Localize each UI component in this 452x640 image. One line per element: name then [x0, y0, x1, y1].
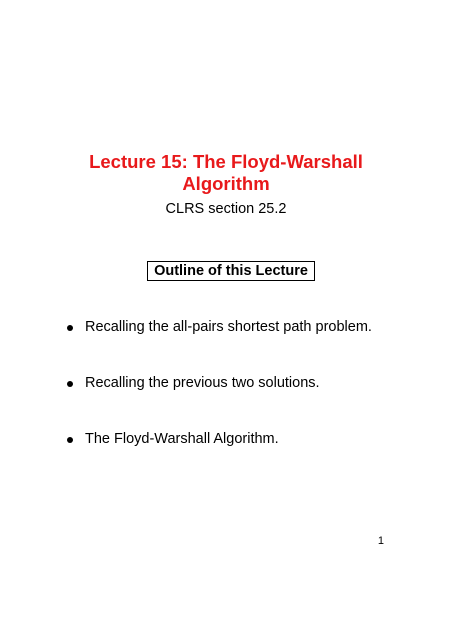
bullet-dot-icon — [67, 381, 73, 387]
outline-heading-box: Outline of this Lecture — [147, 261, 315, 281]
bullet-dot-icon — [67, 325, 73, 331]
bullet-text: The Floyd-Warshall Algorithm. — [85, 431, 279, 447]
bullet-item — [67, 318, 372, 336]
slide-subtitle: CLRS section 25.2 — [165, 201, 287, 217]
slide-title-line-1: Lecture 15: The Floyd-Warshall — [89, 151, 363, 172]
page-number: 1 — [377, 535, 384, 547]
bullet-item — [67, 374, 320, 392]
bullet-text: Recalling the all-pairs shortest path problem. — [85, 319, 372, 335]
bullet-dot-icon — [67, 437, 73, 443]
bullet-item — [67, 430, 279, 448]
slide-title-line-2: Algorithm — [182, 173, 270, 194]
bullet-text: Recalling the previous two solutions. — [85, 375, 320, 391]
